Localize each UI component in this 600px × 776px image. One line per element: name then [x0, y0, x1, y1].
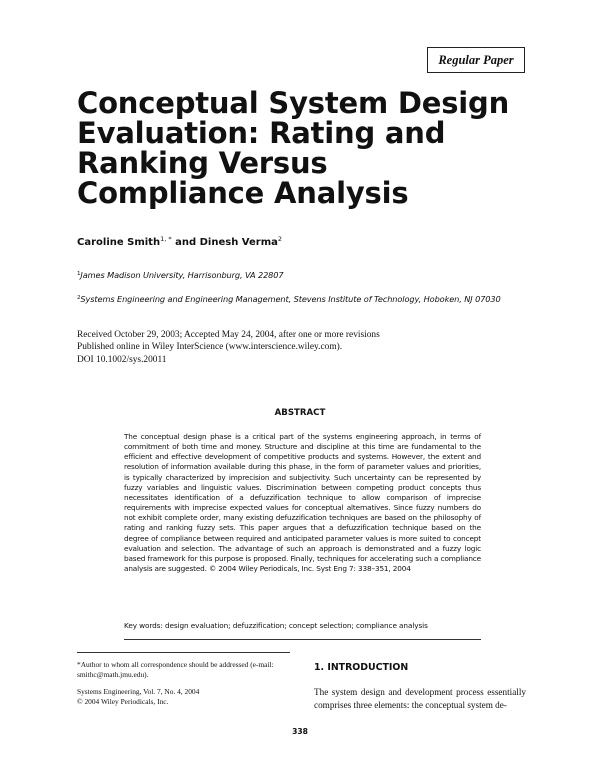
paper-title: [77, 88, 547, 208]
affiliation: [77, 270, 284, 280]
author-marks: 2: [277, 235, 283, 243]
section-heading: 1. INTRODUCTION: [314, 662, 409, 673]
title-line: Evaluation: Rating and: [77, 116, 446, 150]
journal-info: [77, 687, 199, 707]
abstract-rule: [124, 639, 481, 640]
author-connector: and: [171, 237, 200, 248]
affiliation-mark: 2: [77, 295, 81, 301]
affiliation: [77, 294, 501, 304]
title-line: Ranking Versus: [77, 146, 328, 180]
intro-text: The system design and development process essentially comprises three elements: the conceptual system de-: [314, 687, 526, 710]
title-line: Conceptual System Design: [77, 86, 510, 120]
affiliation-text: Systems Engineering and Engineering Management, Stevens Institute of Technology, Hoboken, NJ 07030: [80, 294, 501, 304]
title-line: Compliance Analysis: [77, 176, 409, 210]
doi: DOI 10.1002/sys.20011: [77, 354, 167, 365]
correspondence-footnote: *Author to whom all correspondence should be addressed (e-mail: smithc@math.jmu.edu).: [77, 660, 274, 679]
regular-paper-label: Regular Paper: [427, 47, 525, 73]
keywords: Key words: design evaluation; defuzzification; concept selection; compliance analysis: [124, 621, 428, 630]
journal-info-line: Systems Engineering, Vol. 7, No. 4, 2004: [77, 687, 200, 696]
publication-info-line: Received October 29, 2003; Accepted May 24, 2004, after one or more revisions: [77, 330, 380, 340]
author-name: Dinesh Verma: [199, 237, 278, 248]
footnote-rule: [77, 652, 290, 653]
affiliation-mark: 1: [77, 271, 81, 277]
abstract-text: The conceptual design phase is a critical part of the systems engineering approach, in terms of commitment of both time and money. Structure and discipline at this time are fundamental to the efficient and effective development of competitive products and systems. However, the extent and resolution of information available during this phase, in the form of parameter values and priorities, is typically characterized by imprecision and subjectivity. Such uncertainty can be represented by fuzzy variables and linguistic values. Discrimination between competing product concepts thus necessitates identification of a defuzzification technique to allow comparison of imprecise requirements with imprecise expected values for conceptual alternatives. Since fuzzy numbers do not exhibit complete order, many existing defuzzification techniques are based on the philosophy of rating and ranking fuzzy sets. This paper argues that a defuzzification technique based on the degree of compliance between required and anticipated parameter values is more suited to concept evaluation and selection. The advantage of such an approach is demonstrated and a fuzzy logic based framework for this purpose is proposed. Finally, techniques for accelerating such a compliance analysis are suggested. © 2004 Wiley Periodicals, Inc. Syst Eng 7: 338–351, 2004: [124, 432, 481, 574]
author-line: [77, 235, 282, 248]
author-name: Caroline Smith: [77, 237, 161, 248]
copyright-line: © 2004 Wiley Periodicals, Inc.: [77, 697, 169, 706]
publication-info: [77, 329, 380, 366]
abstract-heading: ABSTRACT: [274, 408, 326, 418]
author-marks: 1, *: [160, 235, 172, 243]
page-number: 338: [292, 727, 308, 736]
publication-info-line: Published online in Wiley InterScience (www.interscience.wiley.com).: [77, 342, 343, 353]
affiliation-text: James Madison University, Harrisonburg, VA 22807: [80, 270, 284, 280]
